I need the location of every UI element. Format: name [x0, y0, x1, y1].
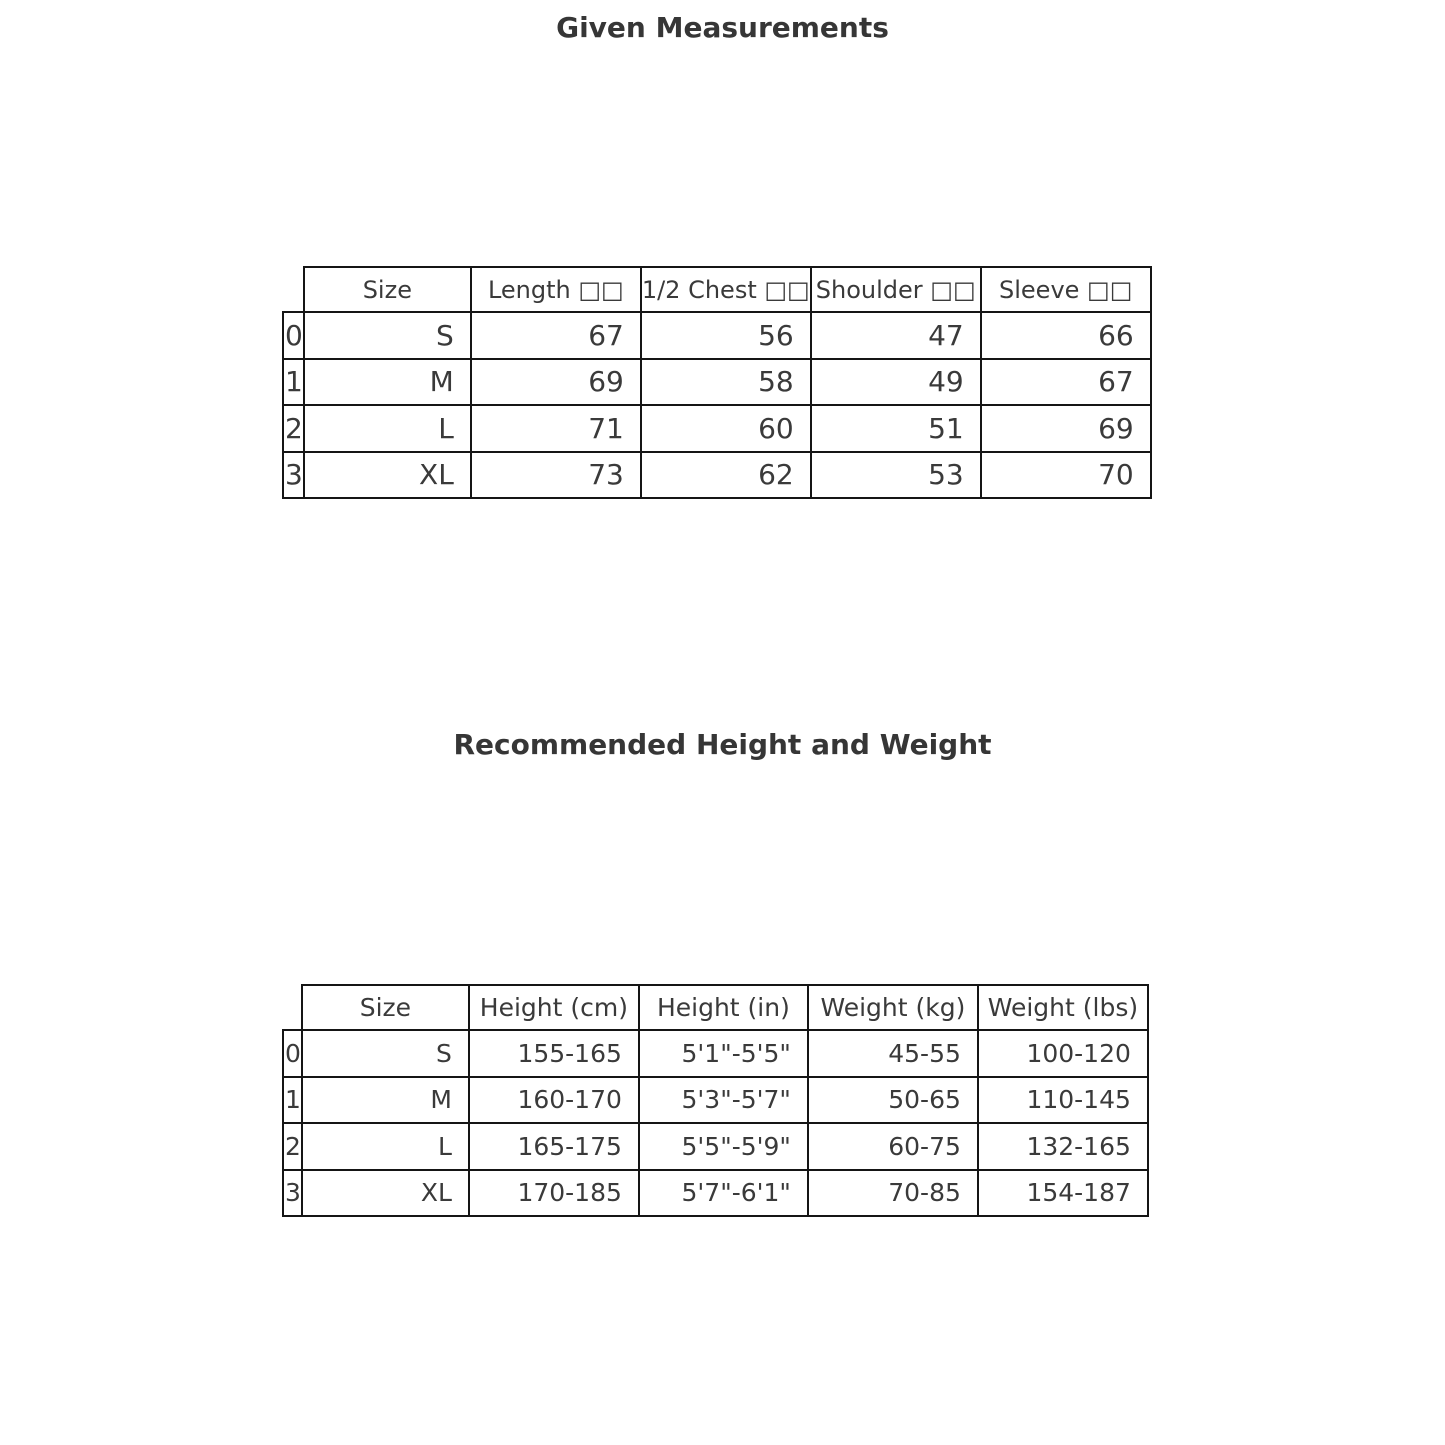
data-cell: 45-55 [808, 1030, 978, 1077]
table-row [283, 1030, 1148, 1077]
data-cell: 70 [981, 452, 1151, 499]
header-cell-weight-kg: Weight (kg) [808, 985, 978, 1030]
data-cell: 58 [641, 359, 811, 406]
data-cell: 170-185 [469, 1170, 639, 1217]
height-weight-table [282, 984, 1149, 1217]
data-cell: 100-120 [978, 1030, 1148, 1077]
data-cell: 50-65 [808, 1077, 978, 1124]
given-measurements-table [282, 266, 1152, 499]
row-index-cell: 3 [283, 1170, 302, 1217]
row-index-cell: 1 [283, 359, 304, 406]
data-cell: 110-145 [978, 1077, 1148, 1124]
table-row [283, 359, 1151, 406]
data-cell: 60 [641, 405, 811, 452]
row-index-cell: 0 [283, 312, 304, 359]
height-weight-title: Recommended Height and Weight [453, 728, 992, 761]
row-index-cell: 2 [283, 1123, 302, 1170]
data-cell: 69 [471, 359, 641, 406]
header-row [283, 267, 1151, 312]
data-cell: 132-165 [978, 1123, 1148, 1170]
header-cell-shoulder: Shoulder □□ [811, 267, 981, 312]
data-cell: M [302, 1077, 469, 1124]
header-cell-half-chest: 1/2 Chest □□ [641, 267, 811, 312]
data-cell: 5'5"-5'9" [639, 1123, 808, 1170]
data-cell: 62 [641, 452, 811, 499]
data-cell: S [304, 312, 471, 359]
data-cell: 70-85 [808, 1170, 978, 1217]
header-cell-size: Size [302, 985, 469, 1030]
header-cell-height-in: Height (in) [639, 985, 808, 1030]
data-cell: 5'3"-5'7" [639, 1077, 808, 1124]
data-cell: L [304, 405, 471, 452]
table-row [283, 1170, 1148, 1217]
data-cell: 155-165 [469, 1030, 639, 1077]
corner-cell [283, 267, 304, 312]
row-index-cell: 1 [283, 1077, 302, 1124]
header-cell-size: Size [304, 267, 471, 312]
data-cell: 49 [811, 359, 981, 406]
data-cell: L [302, 1123, 469, 1170]
data-cell: S [302, 1030, 469, 1077]
data-cell: 73 [471, 452, 641, 499]
data-cell: XL [304, 452, 471, 499]
data-cell: M [304, 359, 471, 406]
given-measurements-title: Given Measurements [556, 11, 889, 44]
data-cell: 51 [811, 405, 981, 452]
table-row [283, 452, 1151, 499]
row-index-cell: 3 [283, 452, 304, 499]
header-cell-weight-lbs: Weight (lbs) [978, 985, 1148, 1030]
header-cell-length: Length □□ [471, 267, 641, 312]
row-index-cell: 2 [283, 405, 304, 452]
header-row [283, 985, 1148, 1030]
table-row [283, 405, 1151, 452]
header-cell-height-cm: Height (cm) [469, 985, 639, 1030]
data-cell: 160-170 [469, 1077, 639, 1124]
data-cell: 66 [981, 312, 1151, 359]
table-row [283, 1123, 1148, 1170]
row-index-cell: 0 [283, 1030, 302, 1077]
data-cell: 60-75 [808, 1123, 978, 1170]
data-cell: 69 [981, 405, 1151, 452]
table-row [283, 1077, 1148, 1124]
data-cell: 165-175 [469, 1123, 639, 1170]
data-cell: 67 [471, 312, 641, 359]
data-cell: 67 [981, 359, 1151, 406]
header-cell-sleeve: Sleeve □□ [981, 267, 1151, 312]
data-cell: 53 [811, 452, 981, 499]
data-cell: 71 [471, 405, 641, 452]
data-cell: 56 [641, 312, 811, 359]
data-cell: 154-187 [978, 1170, 1148, 1217]
table-row [283, 312, 1151, 359]
data-cell: XL [302, 1170, 469, 1217]
data-cell: 5'7"-6'1" [639, 1170, 808, 1217]
corner-cell [283, 985, 302, 1030]
data-cell: 47 [811, 312, 981, 359]
data-cell: 5'1"-5'5" [639, 1030, 808, 1077]
